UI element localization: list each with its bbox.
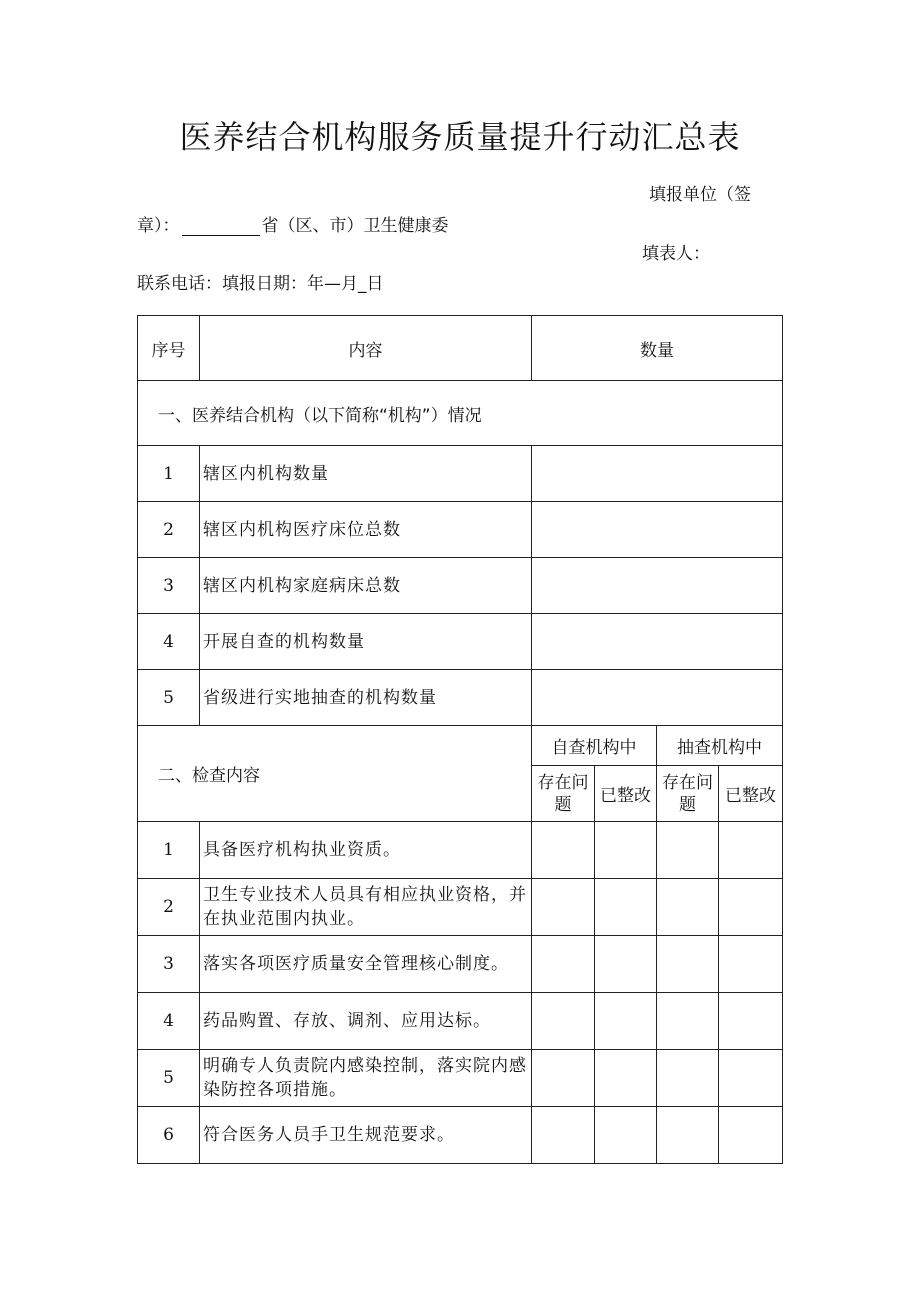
- self-problem-cell[interactable]: [532, 993, 595, 1050]
- self-problem-header: 存在问题: [532, 766, 595, 822]
- row-number: 3: [138, 558, 200, 614]
- quantity-cell[interactable]: [532, 670, 783, 726]
- header-content: 内容: [200, 316, 532, 381]
- spot-fixed-cell[interactable]: [719, 822, 783, 879]
- row-number: 1: [138, 446, 200, 502]
- row-content: 辖区内机构医疗床位总数: [200, 502, 532, 558]
- spot-fixed-cell[interactable]: [719, 1107, 783, 1164]
- self-fixed-header: 已整改: [595, 766, 657, 822]
- table-header-row: [138, 316, 783, 381]
- table-row: [138, 1050, 783, 1107]
- spot-fixed-header: 已整改: [719, 766, 783, 822]
- self-problem-cell[interactable]: [532, 936, 595, 993]
- row-number: 3: [138, 936, 200, 993]
- quantity-cell[interactable]: [532, 614, 783, 670]
- row-content: 辖区内机构家庭病床总数: [200, 558, 532, 614]
- row-number: 1: [138, 822, 200, 879]
- section1-title: 一、医养结合机构（以下简称“机构”）情况: [138, 381, 783, 446]
- fill-unit-suffix: 省（区、市）卫生健康委: [261, 216, 449, 236]
- table-row: [138, 614, 783, 670]
- group-self-check: 自查机构中: [532, 726, 657, 766]
- row-number: 4: [138, 993, 200, 1050]
- row-number: 5: [138, 670, 200, 726]
- spot-problem-header: 存在问题: [657, 766, 719, 822]
- row-content: 具备医疗机构执业资质。: [200, 822, 532, 879]
- row-content: 符合医务人员手卫生规范要求。: [200, 1107, 532, 1164]
- table-row: [138, 502, 783, 558]
- self-fixed-cell[interactable]: [595, 1050, 657, 1107]
- row-content: 省级进行实地抽查的机构数量: [200, 670, 532, 726]
- spot-fixed-cell[interactable]: [719, 1050, 783, 1107]
- contact-date-line: 联系电话：填报日期：年—月_日: [137, 274, 384, 294]
- table-row: [138, 446, 783, 502]
- row-number: 5: [138, 1050, 200, 1107]
- row-content: 药品购置、存放、调剂、应用达标。: [200, 993, 532, 1050]
- section1-row: [138, 381, 783, 446]
- table-row: [138, 558, 783, 614]
- quantity-cell[interactable]: [532, 446, 783, 502]
- fill-unit-line: [137, 211, 449, 236]
- self-fixed-cell[interactable]: [595, 936, 657, 993]
- spot-problem-cell[interactable]: [657, 879, 719, 936]
- fill-unit-label: 填报单位（签: [649, 185, 751, 205]
- row-number: 4: [138, 614, 200, 670]
- section2-title: 二、检查内容: [138, 726, 532, 822]
- group-spot-check: 抽查机构中: [657, 726, 783, 766]
- self-problem-cell[interactable]: [532, 822, 595, 879]
- spot-fixed-cell[interactable]: [719, 879, 783, 936]
- filler-label: 填表人：: [642, 244, 710, 264]
- quantity-cell[interactable]: [532, 502, 783, 558]
- summary-table: [137, 315, 783, 1164]
- row-content: 卫生专业技术人员具有相应执业资格，并在执业范围内执业。: [200, 879, 532, 936]
- section2-header-row: [138, 726, 783, 766]
- table-row: [138, 1107, 783, 1164]
- row-content: 开展自查的机构数量: [200, 614, 532, 670]
- table-row: [138, 670, 783, 726]
- spot-problem-cell[interactable]: [657, 1107, 719, 1164]
- table-row: [138, 936, 783, 993]
- row-content: 明确专人负责院内感染控制，落实院内感染防控各项措施。: [200, 1050, 532, 1107]
- spot-problem-cell[interactable]: [657, 993, 719, 1050]
- row-number: 2: [138, 502, 200, 558]
- spot-problem-cell[interactable]: [657, 936, 719, 993]
- table-row: [138, 993, 783, 1050]
- self-problem-cell[interactable]: [532, 879, 595, 936]
- page-title: 医养结合机构服务质量提升行动汇总表: [179, 118, 741, 156]
- self-problem-cell[interactable]: [532, 1050, 595, 1107]
- spot-problem-cell[interactable]: [657, 822, 719, 879]
- fill-unit-prefix: 章）：: [137, 216, 180, 236]
- spot-problem-cell[interactable]: [657, 1050, 719, 1107]
- row-number: 2: [138, 879, 200, 936]
- self-fixed-cell[interactable]: [595, 822, 657, 879]
- self-fixed-cell[interactable]: [595, 879, 657, 936]
- self-problem-cell[interactable]: [532, 1107, 595, 1164]
- row-content: 落实各项医疗质量安全管理核心制度。: [200, 936, 532, 993]
- header-quantity: 数量: [532, 316, 783, 381]
- table-row: [138, 879, 783, 936]
- self-fixed-cell[interactable]: [595, 1107, 657, 1164]
- spot-fixed-cell[interactable]: [719, 993, 783, 1050]
- self-fixed-cell[interactable]: [595, 993, 657, 1050]
- header-seq: 序号: [138, 316, 200, 381]
- row-content: 辖区内机构数量: [200, 446, 532, 502]
- province-blank[interactable]: [182, 217, 260, 236]
- spot-fixed-cell[interactable]: [719, 936, 783, 993]
- table-row: [138, 822, 783, 879]
- quantity-cell[interactable]: [532, 558, 783, 614]
- row-number: 6: [138, 1107, 200, 1164]
